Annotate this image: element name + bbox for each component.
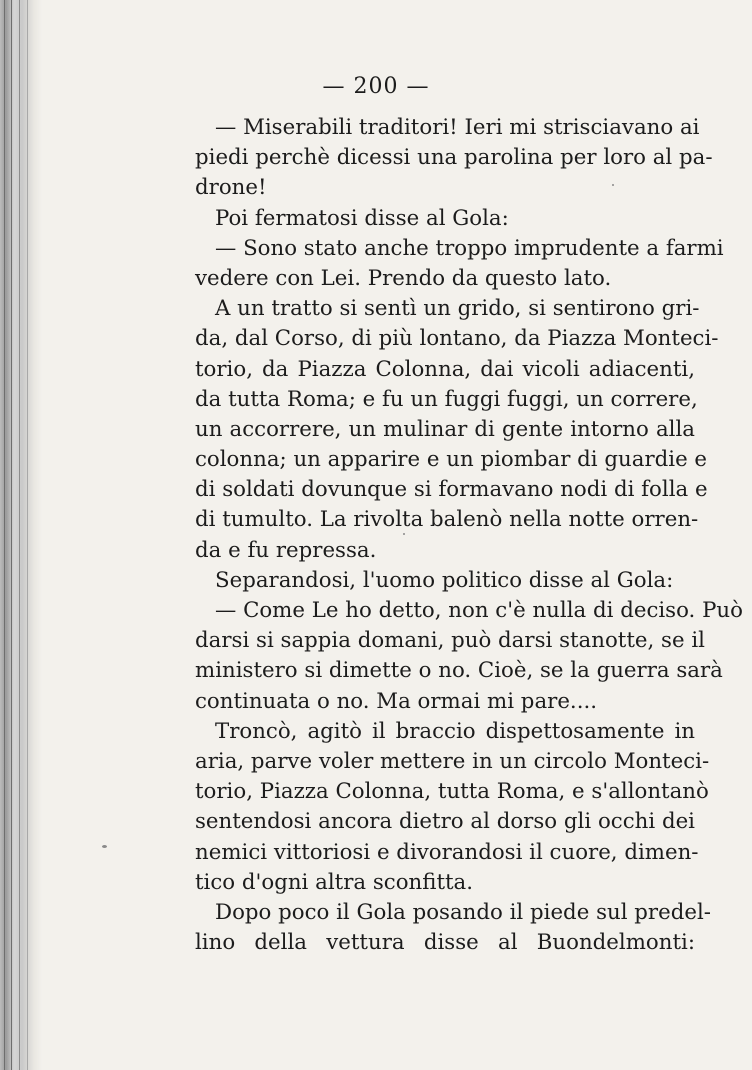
text-line: Poi fermatosi disse al Gola: [215, 205, 509, 231]
text-line: darsi si sappia domani, può darsi stanotte, se il [195, 628, 705, 654]
text-line: un accorrere, un mulinar di gente intorno alla [195, 416, 695, 442]
text-line: da tutta Roma; e fu un fuggi fuggi, un correre, [195, 386, 698, 412]
text-line: torio, Piazza Colonna, tutta Roma, e s'allontanò [195, 779, 709, 805]
text-line: sentendosi ancora dietro al dorso gli occhi dei [195, 809, 695, 835]
text-line: lino della vettura disse al Buondelmonti: [195, 930, 695, 956]
text-line: nemici vittoriosi e divorandosi il cuore, dimen- [195, 839, 699, 865]
page-number: — 200 — [322, 74, 430, 99]
page-binding-edge [0, 0, 42, 1070]
text-line: drone! [195, 175, 267, 201]
text-line: A un tratto si sentì un grido, si sentirono gri- [215, 296, 700, 322]
text-line: ministero si dimette o no. Cioè, se la guerra sarà [195, 658, 723, 684]
text-line: — Sono stato anche troppo imprudente a farmi [215, 235, 724, 261]
binding-line [11, 0, 12, 1070]
text-line: Dopo poco il Gola posando il piede sul predel- [215, 899, 711, 925]
text-line: colonna; un apparire e un piombar di guardie e [195, 447, 708, 473]
text-line: da e fu repressa. [195, 537, 377, 563]
text-line: Troncò, agitò il braccio dispettosamente in [215, 718, 695, 744]
binding-line [27, 0, 28, 1070]
text-line: Separandosi, l'uomo politico disse al Gola: [215, 567, 674, 593]
paper-speck [102, 845, 107, 848]
text-line: — Come Le ho detto, non c'è nulla di deciso. Può [215, 598, 743, 623]
text-line: aria, parve voler mettere in un circolo Monteci- [195, 748, 710, 774]
text-line: continuata o no. Ma ormai mi pare.... [195, 688, 597, 714]
text-line: di soldati dovunque si formavano nodi di folla e [195, 477, 708, 503]
text-line: di tumulto. La rivolta balenò nella notte orren- [195, 507, 699, 533]
body-text [195, 113, 743, 958]
binding-line [19, 0, 20, 1070]
text-line: vedere con Lei. Prendo da questo lato. [195, 265, 612, 291]
text-line: da, dal Corso, di più lontano, da Piazza Monteci- [195, 326, 719, 352]
text-line: tico d'ogni altra sconfitta. [195, 869, 474, 895]
text-line: piedi perchè dicessi una parolina per loro al pa- [195, 145, 713, 171]
binding-line [4, 0, 5, 1070]
text-line: — Miserabili traditori! Ieri mi strisciavano ai [215, 115, 700, 140]
text-line: torio, da Piazza Colonna, dai vicoli adiacenti, [195, 356, 695, 382]
